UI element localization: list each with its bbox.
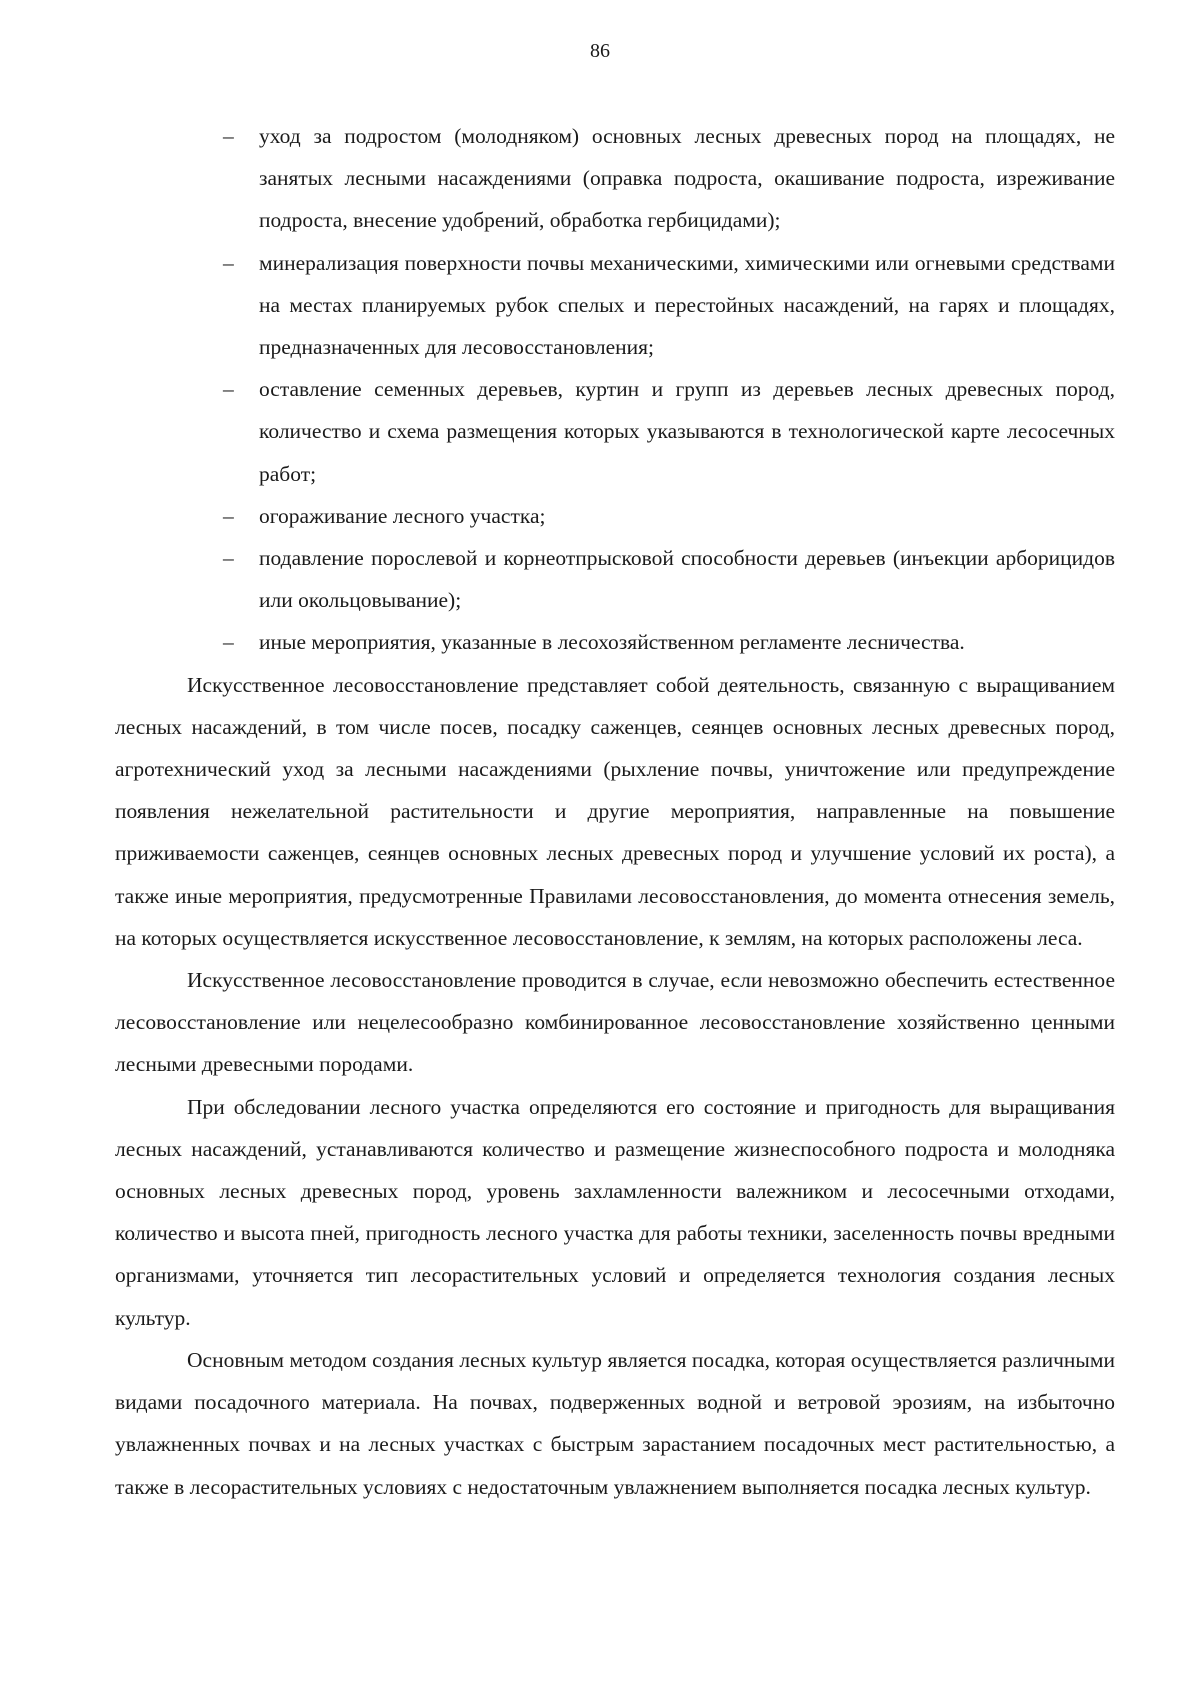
- list-item: [115, 368, 1115, 495]
- list-item-text: огораживание лесного участка;: [259, 503, 546, 528]
- list-item: [115, 242, 1115, 369]
- list-item-text: уход за подростом (молодняком) основных лесных древесных пород на площадях, не занятых лесными насаждениями (оправка подроста, окашивание подроста, изреживание подроста, внесение удобрений, обработка гербицидами);: [259, 124, 1115, 233]
- bullet-list: [115, 115, 1115, 664]
- dash-marker: –: [223, 250, 234, 275]
- paragraph-artificial-reforestation: Искусственное лесовосстановление представляет собой деятельность, связанную с выращиванием лесных насаждений, в том числе посев, посадку саженцев, сеянцев основных лесных древесных пород, агротехнический уход за лесными насаждениями (рыхление почвы, уничтожение или предупреждение появления нежелательной растительности и другие мероприятия, направленные на повышение приживаемости саженцев, сеянцев основных лесных древесных пород и улучшение условий их роста), а также иные мероприятия, предусмотренные Правилами лесовосстановления, до момента отнесения земель, на которых осуществляется искусственное лесовосстановление, к землям, на которых расположены леса.: [115, 672, 1115, 950]
- page-number: 86: [590, 40, 610, 62]
- paragraph-reforestation-conditions: Искусственное лесовосстановление проводится в случае, если невозможно обеспечить естественное лесовосстановление или нецелесообразно комбинированное лесовосстановление хозяйственно ценными лесными древесными породами.: [115, 968, 1115, 1077]
- document-body: [115, 115, 1115, 1508]
- dash-marker: –: [223, 546, 234, 571]
- list-item-text: иные мероприятия, указанные в лесохозяйственном регламенте лесничества.: [259, 630, 965, 655]
- dash-marker: –: [223, 503, 234, 528]
- list-item-text: подавление порослевой и корнеотпрысковой способности деревьев (инъекции арборицидов или окольцовывание);: [259, 546, 1115, 613]
- list-item: [115, 495, 1115, 537]
- paragraph-site-survey: При обследовании лесного участка определяются его состояние и пригодность для выращивания лесных насаждений, устанавливаются количество и размещение жизнеспособного подроста и молодняка основных лесных древесных пород, уровень захламленности валежником и лесосечными отходами, количество и высота пней, пригодность лесного участка для работы техники, заселенность почвы вредными организмами, уточняется тип лесорастительных условий и определяется технология создания лесных культур.: [115, 1094, 1115, 1330]
- list-item-text: минерализация поверхности почвы механическими, химическими или огневыми средствами на местах планируемых рубок спелых и перестойных насаждений, на гарях и площадях, предназначенных для лесовосстановления;: [259, 250, 1115, 360]
- dash-marker: –: [223, 124, 234, 148]
- dash-marker: –: [223, 377, 234, 402]
- list-item: [115, 537, 1115, 621]
- list-item: [115, 115, 1115, 242]
- list-item: [115, 621, 1115, 663]
- dash-marker: –: [223, 630, 234, 655]
- paragraph-planting-method: Основным методом создания лесных культур является посадка, которая осуществляется различными видами посадочного материала. На почвах, подверженных водной и ветровой эрозиям, на избыточно увлажненных почвах и на лесных участках с быстрым зарастанием посадочных мест растительностью, а также в лесорастительных условиях с недостаточным увлажнением выполняется посадка лесных культур.: [115, 1347, 1115, 1499]
- list-item-text: оставление семенных деревьев, куртин и групп из деревьев лесных древесных пород, количество и схема размещения которых указываются в технологической карте лесосечных работ;: [259, 377, 1115, 486]
